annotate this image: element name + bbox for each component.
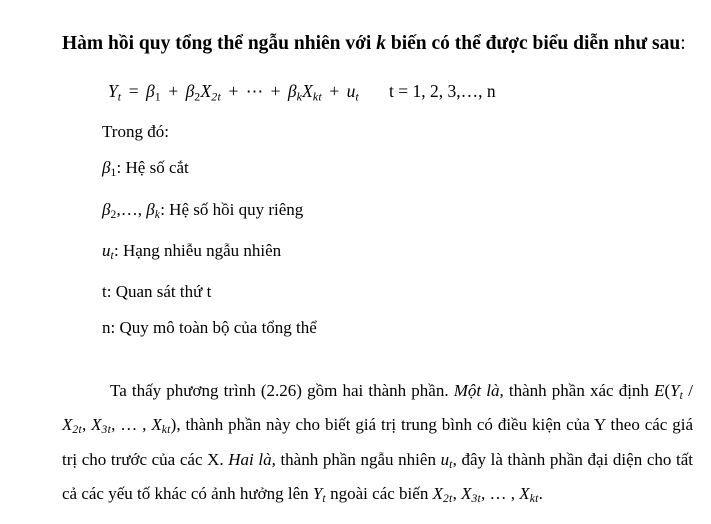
body-paragraph: Ta thấy phương trình (2.26) gồm hai thành phần. Một là, thành phần xác định E(Yt / X2t, X3t, … , Xkt), thành phần này cho biết giá trị trung bình có điều kiện của Y theo các giá trị cho trước của các X. Hai là, thành phần ngẫu nhiên ut, đây là thành phần đại diện cho tất cả các yếu tố khác có ảnh hưởng lên Yt ngoài các biến X2t, X3t, … , Xkt.	[62, 381, 694, 505]
definition-list	[62, 150, 693, 346]
where-label: Trong đó:	[102, 122, 169, 142]
regression-equation: $Yt = \beta_1 + \beta_2X2t$ + ⋯ + βkXkt + ut	[108, 81, 360, 104]
definition-item-beta1: $\beta_1$: Hệ số cắt	[102, 158, 189, 180]
definition-item-n: n: Quy mô toàn bộ của tổng thể	[102, 318, 317, 338]
regression-equation-line	[108, 73, 693, 114]
section-heading: Hàm hồi quy tổng thể ngẫu nhiên với k biến có thể được biểu diễn như sau:	[62, 33, 686, 54]
definition-item-beta2-betak: $\beta_2,\dots$, βk: Hệ số hồi quy riêng	[102, 199, 304, 221]
equation-index-range: t = 1, 2, 3,…, n	[389, 81, 496, 101]
definition-item-t: t: Quan sát thứ t	[102, 282, 212, 302]
definition-item-ut: ut: Hạng nhiễu ngẫu nhiên	[102, 240, 282, 263]
